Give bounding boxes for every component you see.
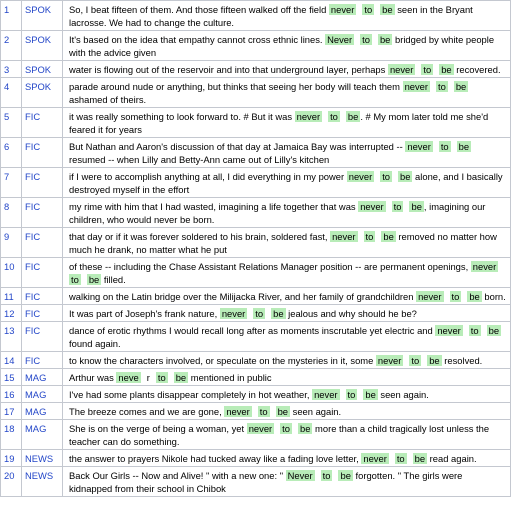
table-row[interactable]: [1, 305, 511, 322]
keyword-highlight[interactable]: never: [248, 423, 273, 434]
keyword-highlight[interactable]: never: [226, 406, 250, 417]
source-genre-link[interactable]: SPOK: [22, 1, 63, 31]
table-row[interactable]: [1, 369, 511, 386]
context-text: ashamed of theirs.: [69, 94, 147, 105]
context-text: bridged by white people with the advice given: [69, 34, 495, 58]
keyword-highlight[interactable]: to: [451, 291, 460, 302]
context-text: seen in the Bryant lacrosse. We had to change the culture.: [69, 4, 473, 28]
keyword-highlight[interactable]: be: [175, 372, 187, 383]
keyword-highlight[interactable]: never: [437, 325, 461, 336]
source-genre-link[interactable]: MAG: [22, 403, 63, 420]
table-row[interactable]: [1, 78, 511, 108]
row-number-link[interactable]: 1: [1, 1, 22, 31]
keyword-highlight[interactable]: be: [429, 355, 440, 366]
keyword-highlight[interactable]: to: [347, 389, 356, 400]
context-cell: [63, 386, 511, 403]
context-cell: [63, 352, 511, 369]
source-genre-link[interactable]: FIC: [22, 168, 63, 198]
context-cell: [63, 198, 511, 228]
keyword-highlight[interactable]: to: [322, 470, 331, 481]
keyword-highlight[interactable]: never: [407, 141, 431, 152]
keyword-highlight[interactable]: be: [273, 308, 284, 319]
keyword-highlight[interactable]: never: [418, 291, 442, 302]
concordance-body: [1, 1, 511, 497]
row-number-link[interactable]: 19: [1, 450, 22, 467]
context-text: removed no matter how much he drank, no matter what he put: [69, 231, 497, 255]
context-text: seen again.: [377, 389, 429, 400]
context-text: It's based on the idea that empathy cannot cross ethnic lines.: [69, 34, 326, 45]
keyword-highlight[interactable]: be: [365, 389, 376, 400]
context-text: my rime with him that I had wasted, imagining a life together that was: [69, 201, 359, 212]
row-number-link[interactable]: 4: [1, 78, 22, 108]
keyword-highlight[interactable]: to: [411, 355, 420, 366]
keyword-highlight[interactable]: to: [330, 111, 338, 122]
table-row[interactable]: [1, 31, 511, 61]
context-cell: [63, 1, 511, 31]
keyword-highlight[interactable]: be: [441, 64, 452, 75]
row-number-link[interactable]: 16: [1, 386, 22, 403]
source-genre-link[interactable]: NEWS: [22, 450, 63, 467]
context-text: it was really something to look forward to. # But it was: [69, 111, 295, 122]
source-genre-link[interactable]: FIC: [22, 198, 63, 228]
keyword-highlight[interactable]: be: [455, 81, 467, 92]
context-cell: [63, 258, 511, 288]
keyword-highlight[interactable]: to: [393, 201, 402, 212]
keyword-highlight[interactable]: to: [255, 308, 264, 319]
keyword-highlight[interactable]: to: [259, 406, 268, 417]
keyword-highlight[interactable]: be: [488, 325, 500, 336]
context-cell: [63, 322, 511, 352]
context-text: read again.: [427, 453, 477, 464]
row-number-link[interactable]: 3: [1, 61, 22, 78]
row-number-link[interactable]: 20: [1, 467, 22, 497]
keyword-highlight[interactable]: be: [400, 171, 411, 182]
context-text: , imagining our children, who would never be born.: [69, 201, 486, 225]
context-text: resumed -- when Lilly and Betty-Ann came out of Lilly's kitchen: [69, 154, 330, 165]
row-number-link[interactable]: 18: [1, 420, 22, 450]
keyword-highlight[interactable]: Never: [327, 34, 353, 45]
row-number-link[interactable]: 13: [1, 322, 22, 352]
context-cell: [63, 31, 511, 61]
keyword-highlight[interactable]: be: [88, 274, 100, 285]
context-text: water is flowing out of the reservoir and into that underground layer, perhaps: [69, 64, 388, 75]
source-genre-link[interactable]: SPOK: [22, 78, 63, 108]
keyword-highlight[interactable]: be: [382, 4, 393, 15]
context-text: So, I beat fifteen of them. And those fifteen walked off the field: [69, 4, 329, 15]
keyword-highlight[interactable]: to: [440, 141, 449, 152]
keyword-highlight[interactable]: never: [348, 171, 373, 182]
table-row[interactable]: [1, 467, 511, 497]
keyword-highlight[interactable]: to: [396, 453, 405, 464]
context-cell: [63, 288, 511, 305]
keyword-highlight[interactable]: to: [382, 171, 391, 182]
row-number-link[interactable]: 15: [1, 369, 22, 386]
context-text: It was part of Joseph's frank nature,: [69, 308, 220, 319]
source-genre-link[interactable]: FIC: [22, 138, 63, 168]
keyword-highlight[interactable]: never: [360, 201, 384, 212]
source-genre-link[interactable]: FIC: [22, 258, 63, 288]
context-text: walking on the Latin bridge over the Milijacka River, and her family of grandchildren: [69, 291, 417, 302]
keyword-highlight[interactable]: never: [332, 231, 356, 242]
table-row[interactable]: [1, 61, 511, 78]
keyword-highlight[interactable]: to: [365, 231, 374, 242]
keyword-highlight[interactable]: never: [404, 81, 429, 92]
table-row[interactable]: [1, 386, 511, 403]
source-genre-link[interactable]: MAG: [22, 369, 63, 386]
keyword-highlight[interactable]: be: [347, 111, 359, 122]
source-genre-link[interactable]: SPOK: [22, 61, 63, 78]
context-text: the answer to prayers Nikole had tucked away like a fading love letter,: [69, 453, 362, 464]
context-text: . # My mom later told me she'd feared it for years: [69, 111, 489, 135]
keyword-highlight[interactable]: be: [414, 453, 426, 464]
keyword-highlight[interactable]: never: [296, 111, 321, 122]
table-row[interactable]: [1, 1, 511, 31]
source-genre-link[interactable]: FIC: [22, 108, 63, 138]
context-text: found again.: [69, 338, 121, 349]
context-text: of these -- including the Chase Assistant Relations Manager position -- are permanent openings,: [69, 261, 471, 272]
context-cell: [63, 168, 511, 198]
keyword-highlight[interactable]: to: [438, 81, 446, 92]
row-number-link[interactable]: 14: [1, 352, 22, 369]
context-text: mentioned in public: [188, 372, 272, 383]
table-row[interactable]: [1, 352, 511, 369]
table-row[interactable]: [1, 403, 511, 420]
context-cell: [63, 450, 511, 467]
context-cell: [63, 78, 511, 108]
keyword-highlight[interactable]: never: [389, 64, 414, 75]
table-row[interactable]: [1, 420, 511, 450]
row-number-link[interactable]: 11: [1, 288, 22, 305]
table-row[interactable]: [1, 168, 511, 198]
context-text: that day or if it was forever soldered to his brain, soldered fast,: [69, 231, 331, 242]
table-row[interactable]: [1, 198, 511, 228]
keyword-highlight[interactable]: never: [314, 389, 338, 400]
keyword-highlight[interactable]: never: [330, 4, 355, 15]
keyword-highlight[interactable]: neve: [118, 372, 139, 383]
context-text: The breeze comes and we are gone,: [69, 406, 225, 417]
source-genre-link[interactable]: FIC: [22, 288, 63, 305]
table-row[interactable]: [1, 258, 511, 288]
table-row[interactable]: [1, 322, 511, 352]
table-row[interactable]: [1, 138, 511, 168]
source-genre-link[interactable]: FIC: [22, 322, 63, 352]
context-text: She is on the verge of being a woman, yet: [69, 423, 247, 434]
context-cell: [63, 467, 511, 497]
keyword-highlight[interactable]: be: [379, 34, 391, 45]
context-text: r: [146, 372, 150, 383]
keyword-highlight[interactable]: never: [221, 308, 246, 319]
source-genre-link[interactable]: NEWS: [22, 467, 63, 497]
keyword-highlight[interactable]: to: [470, 325, 479, 336]
keyword-highlight[interactable]: never: [363, 453, 387, 464]
table-row[interactable]: [1, 450, 511, 467]
keyword-highlight[interactable]: never: [377, 355, 402, 366]
keyword-highlight[interactable]: to: [71, 274, 79, 285]
keyword-highlight[interactable]: be: [340, 470, 351, 481]
keyword-highlight[interactable]: be: [383, 231, 394, 242]
row-number-link[interactable]: 2: [1, 31, 22, 61]
source-genre-link[interactable]: FIC: [22, 305, 63, 322]
source-genre-link[interactable]: MAG: [22, 386, 63, 403]
source-genre-link[interactable]: FIC: [22, 352, 63, 369]
context-cell: [63, 228, 511, 258]
table-row[interactable]: [1, 228, 511, 258]
keyword-highlight[interactable]: be: [458, 141, 470, 152]
row-number-link[interactable]: 10: [1, 258, 22, 288]
row-number-link[interactable]: 8: [1, 198, 22, 228]
context-text: forgotten. " The girls were kidnapped from their school in Chibok: [69, 470, 463, 494]
context-text: dance of erotic rhythms I would recall long after as moments inscrutable yet electric and: [69, 325, 436, 336]
context-cell: [63, 403, 511, 420]
context-text: filled.: [101, 274, 126, 285]
context-cell: [63, 305, 511, 322]
source-genre-link[interactable]: SPOK: [22, 31, 63, 61]
context-text: to know the characters involved, or speculate on the mysteries in it, some: [69, 355, 376, 366]
context-text: Back Our Girls -- Now and Alive! " with a new one: ": [69, 470, 286, 481]
context-text: I've had some plants disappear completely in hot weather,: [69, 389, 313, 400]
keyword-highlight[interactable]: be: [469, 291, 480, 302]
source-genre-link[interactable]: FIC: [22, 228, 63, 258]
context-text: alone, and I basically destroyed myself in the effort: [69, 171, 503, 195]
keyword-highlight[interactable]: to: [423, 64, 432, 75]
keyword-highlight[interactable]: to: [362, 34, 370, 45]
context-cell: [63, 138, 511, 168]
context-text: Arthur was: [69, 372, 117, 383]
keyword-highlight[interactable]: to: [282, 423, 290, 434]
context-text: born.: [481, 291, 506, 302]
context-text: parade around nude or anything, but thinks that seeing her body will teach them: [69, 81, 403, 92]
context-text: more than a child tragically lost unless the teacher can do something.: [69, 423, 490, 447]
table-row[interactable]: [1, 108, 511, 138]
context-text: jealous and why should he be?: [285, 308, 417, 319]
row-number-link[interactable]: 9: [1, 228, 22, 258]
keyword-highlight[interactable]: to: [364, 4, 373, 15]
keyword-highlight[interactable]: to: [157, 372, 166, 383]
row-number-link[interactable]: 5: [1, 108, 22, 138]
keyword-highlight[interactable]: be: [300, 423, 311, 434]
context-cell: [63, 108, 511, 138]
context-text: resolved.: [441, 355, 483, 366]
context-text: if I were to accomplish anything at all, I did everything in my power: [69, 171, 347, 182]
context-text: recovered.: [453, 64, 501, 75]
context-cell: [63, 369, 511, 386]
keyword-highlight[interactable]: Never: [287, 470, 313, 481]
table-row[interactable]: [1, 288, 511, 305]
context-text: But Nathan and Aaron's discussion of that day at Jamaica Bay was interrupted --: [69, 141, 406, 152]
context-cell: [63, 61, 511, 78]
keyword-highlight[interactable]: be: [277, 406, 289, 417]
keyword-highlight[interactable]: never: [472, 261, 497, 272]
row-number-link[interactable]: 12: [1, 305, 22, 322]
context-cell: [63, 420, 511, 450]
row-number-link[interactable]: 17: [1, 403, 22, 420]
row-number-link[interactable]: 6: [1, 138, 22, 168]
source-genre-link[interactable]: MAG: [22, 420, 63, 450]
keyword-highlight[interactable]: be: [411, 201, 422, 212]
row-number-link[interactable]: 7: [1, 168, 22, 198]
context-text: seen again.: [290, 406, 342, 417]
